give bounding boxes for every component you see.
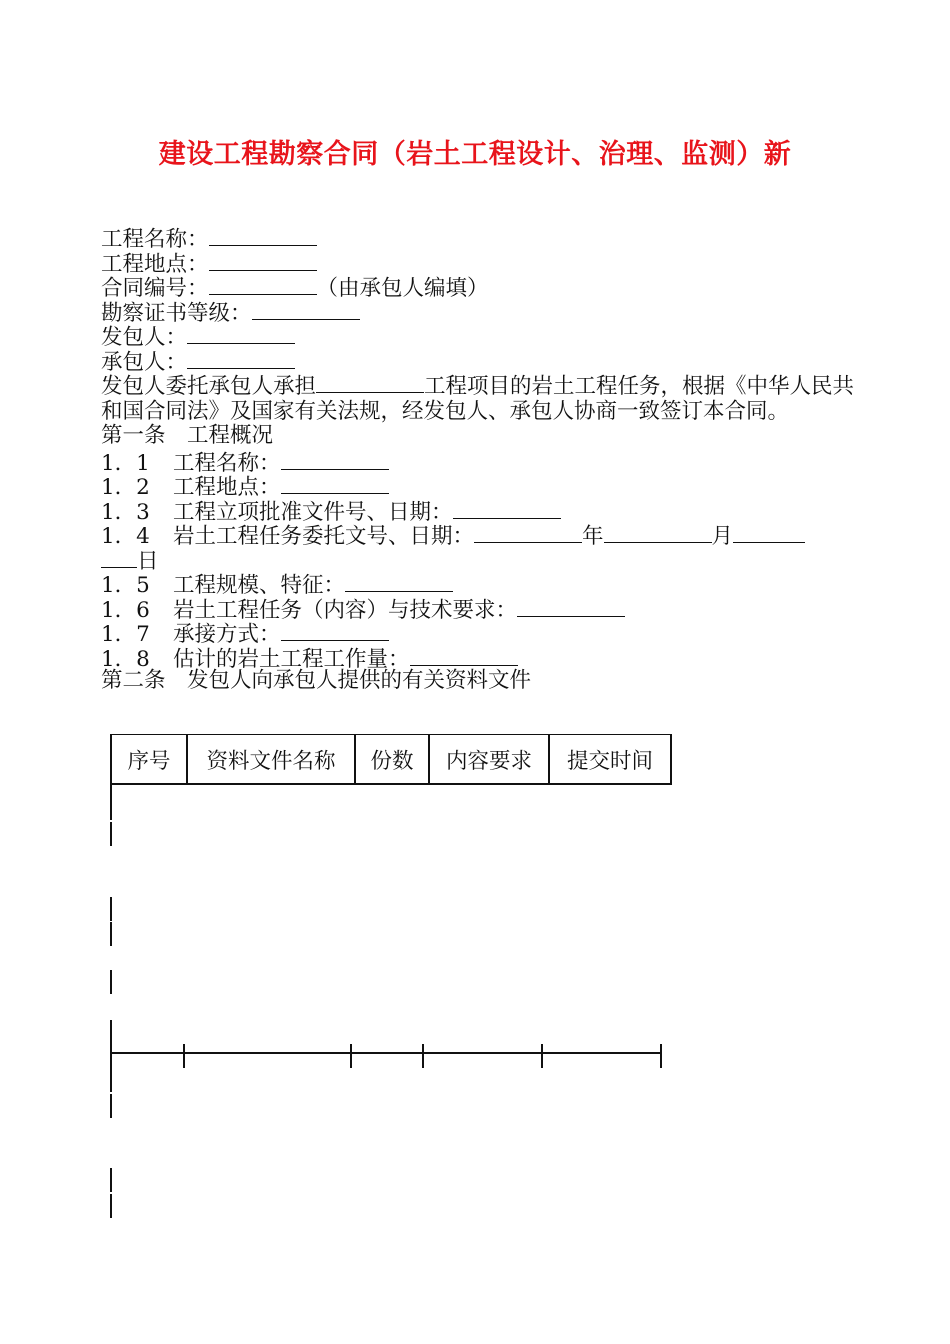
table-left-border: [110, 922, 112, 946]
blank-line[interactable]: [345, 571, 453, 592]
blank-line[interactable]: [252, 299, 360, 320]
table-rule: [183, 1044, 185, 1068]
table-left-border: [110, 784, 112, 820]
field-certificate-grade: 勘察证书等级：: [101, 299, 861, 324]
clause-1-4: 1．4 岩土工程任务委托文号、日期： 年 月: [101, 522, 861, 547]
blank-line[interactable]: [281, 620, 389, 641]
field-contract-number: 合同编号： （由承包人编填）: [101, 276, 489, 301]
blank-line[interactable]: [187, 323, 295, 344]
table-rule: [110, 1052, 662, 1054]
field-project-name: 工程名称：: [101, 225, 861, 250]
table-rule: [350, 1044, 352, 1068]
clause-1-1: 1．1 工程名称：: [101, 449, 861, 474]
intro-paragraph: 发包人委托承包人承担 工程项目的岩土工程任务，根据《中华人民共和国合同法》及国家有关法规，经发包人、承包人协商一致签订本合同。: [101, 374, 855, 424]
clause-1-2: 1．2 工程地点：: [101, 473, 861, 498]
blank-line[interactable]: [101, 547, 137, 568]
table-left-border: [110, 1068, 112, 1092]
table-left-border: [110, 822, 112, 846]
blank-line[interactable]: [604, 522, 712, 543]
blank-line[interactable]: [474, 522, 582, 543]
blank-line[interactable]: [517, 596, 625, 617]
clause-1-8: 1．8 估计的岩土工程工作量：: [101, 645, 861, 670]
table-left-border: [110, 1094, 112, 1118]
blank-line[interactable]: [453, 498, 561, 519]
blank-line[interactable]: [733, 522, 805, 543]
document-title: 建设工程勘察合同（岩土工程设计、治理、监测）新: [158, 139, 792, 170]
table-rule: [541, 1044, 543, 1068]
column-header-document-name: 资料文件名称: [187, 735, 355, 785]
documents-table: [110, 734, 672, 785]
blank-line[interactable]: [209, 250, 317, 271]
clause-1-3: 1．3 工程立项批准文件号、日期：: [101, 498, 861, 523]
blank-line[interactable]: [209, 274, 317, 295]
clause-1-7: 1．7 承接方式：: [101, 620, 861, 645]
column-header-copies: 份数: [355, 735, 429, 785]
table-left-border: [110, 1194, 112, 1218]
contract-body: [101, 225, 861, 694]
table-rule: [422, 1044, 424, 1068]
column-header-submission-time: 提交时间: [549, 735, 671, 785]
field-employer: 发包人：: [101, 323, 861, 348]
clause-1-4-cont: 日: [101, 547, 861, 572]
blank-line[interactable]: [281, 473, 389, 494]
table-left-border: [110, 1020, 112, 1068]
clause-1-6: 1．6 岩土工程任务（内容）与技术要求：: [101, 596, 861, 621]
clause-1-5: 1．5 工程规模、特征：: [101, 571, 861, 596]
table-header-row: [111, 735, 671, 785]
field-project-location: 工程地点：: [101, 250, 861, 275]
table-rule: [660, 1044, 662, 1068]
article1-heading: 第一条 工程概况: [101, 423, 274, 448]
blank-line[interactable]: [316, 372, 424, 393]
column-header-index: 序号: [111, 735, 187, 785]
article2-heading: 第二条 发包人向承包人提供的有关资料文件: [101, 668, 532, 693]
blank-line[interactable]: [187, 348, 295, 369]
column-header-content-requirements: 内容要求: [429, 735, 549, 785]
blank-line[interactable]: [281, 449, 389, 470]
blank-line[interactable]: [209, 225, 317, 246]
table-left-border: [110, 897, 112, 921]
blank-line[interactable]: [410, 645, 518, 666]
table-left-border: [110, 970, 112, 994]
field-contractor: 承包人：: [101, 348, 861, 373]
table-left-border: [110, 1168, 112, 1192]
